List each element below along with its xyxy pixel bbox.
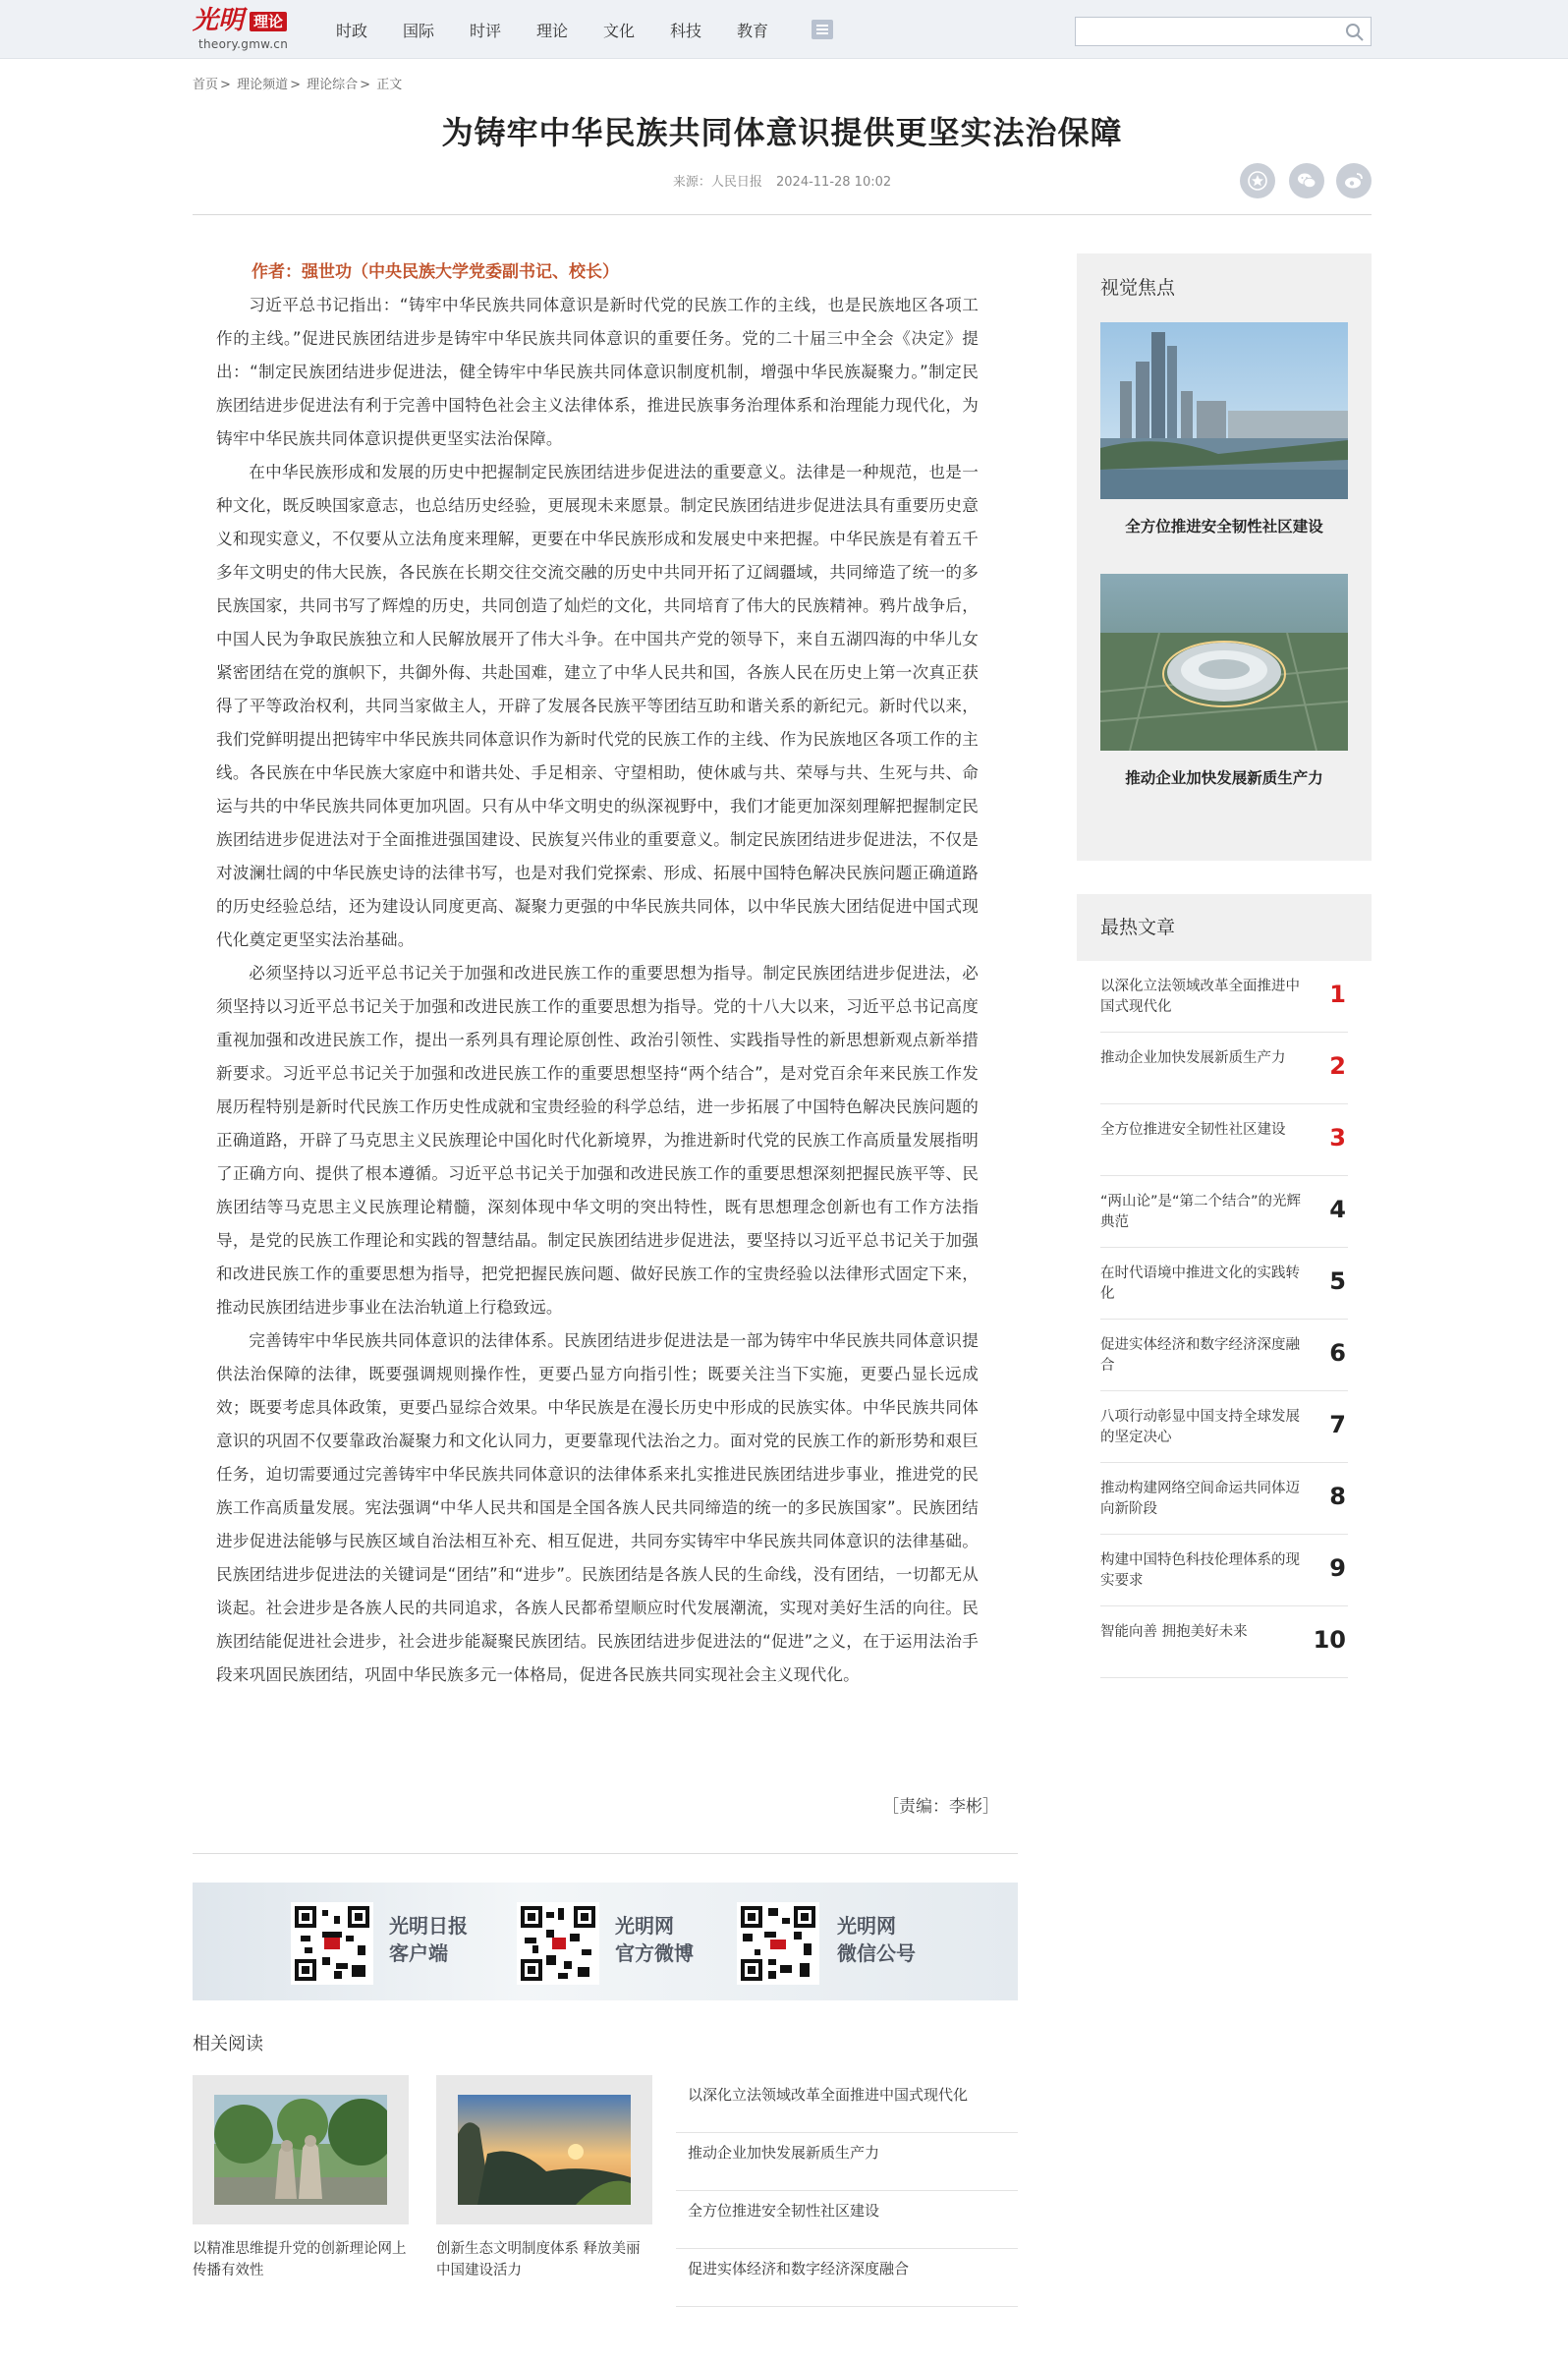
hot-article-title[interactable]: 推动构建网络空间命运共同体迈向新阶段 (1100, 1481, 1300, 1517)
article-paragraph: 在中华民族形成和发展的历史中把握制定民族团结进步促进法的重要意义。法律是一种规范，也是一种文化，既反映国家意志，也总结历史经验，更展现未来愿景。制定民族团结进步促进法具有重要历史意义和现实意义，不仅要从立法角度来理解，更要在中华民族形成和发展史中来把握。中华民族是有着五千多年文明史的伟大民族，各民族在长期交往交流交融的历史中共同开拓了辽阔疆域，共同缔造了统一的多民族国家，共同书写了辉煌的历史，共同创造了灿烂的文化，共同培育了伟大的民族精神。鸦片战争后，中国人民为争取民族独立和人民解放展开了伟大斗争。在中国共产党的领导下，来自五湖四海的中华儿女紧密团结在党的旗帜下，共御外侮、共赴国难，建立了中华人民共和国，各族人民在历史上第一次真正获得了平等政治权利，共同当家做主人，开辟了发展各民族平等团结互助和谐关系的新纪元。新时代以来，我们党鲜明提出把铸牢中华民族共同体意识作为新时代党的民族工作的主线、作为民族地区各项工作的主线。各民族在中华民族大家庭中和谐共处、手足相亲、守望相助，使休戚与共、荣辱与共、生死与共、命运与共的中华民族共同体更加巩固。只有从中华文明史的纵深视野中，我们才能更加深刻理解把握制定民族团结进步促进法对于全面推进强国建设、民族复兴伟业的重要意义。制定民族团结进步促进法，不仅是对波澜壮阔的中华民族史诗的法律书写，也是对我们党探索、形成、拓展中国特色解决民族问题正确道路的历史经验总结，还为建设认同度更高、凝聚力更强的中华民族共同体，以中华民族大团结促进中国式现代化奠定更坚实法治基础。 (216, 463, 979, 949)
qr-label-weibo: 光明网 官方微博 (615, 1914, 694, 1965)
hot-article-item[interactable] (1100, 1535, 1348, 1606)
related-image-frame (436, 2075, 652, 2224)
hot-article-title[interactable]: 以深化立法领域改革全面推进中国式现代化 (1100, 979, 1300, 1015)
focus-item[interactable] (1100, 574, 1348, 802)
related-link[interactable]: 推动企业加快发展新质生产力 (676, 2133, 1018, 2191)
hot-article-item[interactable] (1100, 1248, 1348, 1320)
related-link[interactable]: 促进实体经济和数字经济深度融合 (676, 2249, 1018, 2307)
site-logo[interactable] (193, 6, 291, 51)
qr-code-weibo[interactable] (517, 1902, 599, 1985)
related-link[interactable]: 以深化立法领域改革全面推进中国式现代化 (676, 2075, 1018, 2133)
city-skyline-image[interactable] (1100, 322, 1348, 499)
hot-article-item[interactable] (1100, 1463, 1348, 1535)
qr-code-icon (741, 1906, 815, 1981)
hot-article-rank: 6 (1329, 1339, 1346, 1367)
focus-item[interactable] (1100, 322, 1348, 550)
weibo-icon[interactable] (1336, 163, 1372, 198)
hot-article-rank: 9 (1329, 1554, 1346, 1582)
logo-mark: 光明 (193, 6, 245, 35)
search-icon[interactable] (1345, 23, 1365, 42)
hot-article-rank: 3 (1329, 1124, 1346, 1152)
hot-article-rank: 8 (1329, 1483, 1346, 1510)
hot-article-rank: 5 (1329, 1267, 1346, 1295)
article-paragraph: 完善铸牢中华民族共同体意识的法律体系。民族团结进步促进法是一部为铸牢中华民族共同体意识提供法治保障的法律，既要强调规则操作性，更要凸显方向指引性；既要关注当下实施，更要凸显长远成效；既要考虑具体政策，更要凸显综合效果。中华民族是在漫长历史中形成的民族实体。中华民族共同体意识的巩固不仅要靠政治凝聚力和文化认同力，更要靠现代法治之力。面对党的民族工作的新形势和艰巨任务，迫切需要通过完善铸牢中华民族共同体意识的法律体系来扎实推进民族团结进步事业，推进党的民族工作高质量发展。宪法强调“中华人民共和国是全国各族人民共同缔造的统一的多民族国家”。民族团结进步促进法能够与民族区域自治法相互补充、相互促进，共同夯实铸牢中华民族共同体意识的法律基础。民族团结进步促进法的关键词是“团结”和“进步”。民族团结是各族人民的生命线，没有团结，一切都无从谈起。社会进步是各族人民的共同追求，各族人民都希望顺应时代发展潮流，实现对美好生活的向往。民族团结能促进社会进步，社会进步能凝聚民族团结。民族团结进步促进法的“促进”之义，在于运用法治手段来巩固民族团结，巩固中华民族多元一体格局，促进各民族共同实现社会主义现代化。 (216, 1331, 979, 1684)
statue-park-image[interactable] (214, 2095, 387, 2205)
hot-article-item[interactable] (1100, 1320, 1348, 1391)
hot-article-rank: 1 (1329, 981, 1346, 1008)
hot-article-title[interactable]: 促进实体经济和数字经济深度融合 (1100, 1337, 1300, 1374)
qr-code-icon (521, 1906, 595, 1981)
logo-badge: 理论 (250, 12, 287, 31)
sunset-mountain-image[interactable] (458, 2095, 631, 2205)
breadcrumb-theory-channel[interactable]: 理论频道 (237, 78, 289, 92)
nav-item-commentary[interactable]: 时评 (470, 21, 502, 40)
nav-item-culture[interactable]: 文化 (603, 21, 636, 40)
wechat-icon[interactable] (1289, 163, 1324, 198)
qr-code-icon (295, 1906, 369, 1981)
qr-code-banner (193, 1883, 1018, 2000)
hot-article-item[interactable] (1100, 961, 1348, 1033)
related-links-list (676, 2075, 1018, 2307)
nav-item-politics[interactable]: 时政 (336, 21, 368, 40)
qr-label-app: 光明日报 客户端 (389, 1914, 468, 1965)
breadcrumb-current: 正文 (376, 78, 403, 92)
hot-article-title[interactable]: 智能向善 拥抱美好未来 (1100, 1624, 1248, 1640)
search-input[interactable] (1076, 18, 1331, 45)
hot-article-rank: 7 (1329, 1411, 1346, 1438)
focus-item-caption[interactable]: 全方位推进安全韧性社区建设 (1125, 518, 1323, 535)
stadium-aerial-image[interactable] (1100, 574, 1348, 751)
related-link[interactable]: 全方位推进安全韧性社区建设 (676, 2191, 1018, 2249)
hot-articles-title: 最热文章 (1100, 917, 1176, 938)
qr-code-wechat[interactable] (737, 1902, 819, 1985)
menu-icon[interactable] (812, 20, 833, 39)
hot-article-item[interactable] (1100, 1176, 1348, 1248)
nav-item-international[interactable]: 国际 (403, 21, 435, 40)
article-paragraph: 必须坚持以习近平总书记关于加强和改进民族工作的重要思想为指导。制定民族团结进步促进法，必须坚持以习近平总书记关于加强和改进民族工作的重要思想为指导。党的十八大以来，习近平总书记高度重视加强和改进民族工作，提出一系列具有理论原创性、政治引领性、实践指导性的新思想新观点新举措新要求。习近平总书记关于加强和改进民族工作的重要思想坚持“两个结合”，是对党百余年来民族工作发展历程特别是新时代民族工作历史性成就和宝贵经验的科学总结，进一步拓展了中国特色解决民族问题的正确道路，开辟了马克思主义民族理论中国化时代化新境界，为推进新时代党的民族工作高质量发展指明了正确方向、提供了根本遵循。习近平总书记关于加强和改进民族工作的重要思想深刻把握民族平等、民族团结等马克思主义民族理论精髓，深刻体现中华文明的突出特性，既有思想理念创新也有工作方法指导，是党的民族工作理论和实践的智慧结晶。制定民族团结进步促进法，要坚持以习近平总书记关于加强和改进民族工作的重要思想为指导，把党把握民族问题、做好民族工作的宝贵经验以法律形式固定下来，推动民族团结进步事业在法治轨道上行稳致远。 (216, 964, 979, 1317)
hot-article-rank: 10 (1313, 1626, 1346, 1654)
qr-label-wechat: 光明网 微信公号 (837, 1914, 916, 1965)
nav-item-education[interactable]: 教育 (737, 21, 769, 40)
hot-articles-header (1077, 894, 1372, 961)
related-image-frame (193, 2075, 409, 2224)
hot-article-title[interactable]: 推动企业加快发展新质生产力 (1100, 1050, 1286, 1066)
related-card-caption[interactable]: 以精准思维提升党的创新理论网上传播有效性 (193, 2241, 407, 2278)
nav-item-theory[interactable]: 理论 (536, 21, 569, 40)
top-navigation-bar (0, 0, 1568, 59)
nav-item-technology[interactable]: 科技 (670, 21, 702, 40)
hot-article-title[interactable]: “两山论”是“第二个结合”的光辉典范 (1100, 1194, 1302, 1230)
article-author: 作者：强世功（中央民族大学党委副书记、校长） (252, 262, 619, 282)
breadcrumb-theory-general[interactable]: 理论综合 (307, 78, 359, 92)
related-reading-title: 相关阅读 (193, 2034, 263, 2054)
article-source: 来源：人民日报 (672, 175, 762, 190)
hot-articles-list (1100, 961, 1348, 1678)
qr-code-app[interactable] (291, 1902, 373, 1985)
favorite-icon[interactable] (1240, 163, 1275, 198)
article-body (216, 255, 979, 1692)
article-paragraph: 习近平总书记指出：“铸牢中华民族共同体意识是新时代党的民族工作的主线，也是民族地区各项工作的主线。”促进民族团结进步是铸牢中华民族共同体意识的重要任务。党的二十届三中全会《决定》提出：“制定民族团结进步促进法，健全铸牢中华民族共同体意识制度机制，增强中华民族凝聚力。”制定民族团结进步促进法有利于完善中国特色社会主义法律体系，推进民族事务治理体系和治理能力现代化，为铸牢中华民族共同体意识提供更坚实法治保障。 (216, 296, 979, 448)
hot-article-item[interactable] (1100, 1391, 1348, 1463)
article-title: 为铸牢中华民族共同体意识提供更坚实法治保障 (441, 114, 1123, 151)
logo-url: theory.gmw.cn (198, 37, 289, 51)
search-box (1075, 17, 1372, 46)
hot-article-rank: 2 (1329, 1052, 1346, 1080)
article-datetime: 2024-11-28 10:02 (776, 175, 892, 190)
related-card[interactable] (436, 2075, 652, 2281)
main-nav (336, 0, 833, 59)
breadcrumb-home[interactable]: 首页 (193, 78, 219, 92)
hot-article-item[interactable] (1100, 1104, 1348, 1176)
related-card[interactable] (193, 2075, 409, 2281)
hot-article-title[interactable]: 八项行动彰显中国支持全球发展的坚定决心 (1100, 1409, 1300, 1445)
hot-article-title[interactable]: 在时代语境中推进文化的实践转化 (1100, 1265, 1300, 1302)
hot-article-rank: 4 (1329, 1196, 1346, 1223)
article-meta (193, 171, 1372, 190)
header-divider (193, 214, 1372, 215)
hot-article-title[interactable]: 构建中国特色科技伦理体系的现实要求 (1100, 1552, 1300, 1589)
focus-item-caption[interactable]: 推动企业加快发展新质生产力 (1125, 769, 1323, 787)
hot-article-title[interactable]: 全方位推进安全韧性社区建设 (1100, 1122, 1286, 1138)
hot-article-item[interactable] (1100, 1033, 1348, 1104)
visual-focus-title: 视觉焦点 (1100, 277, 1176, 299)
visual-focus-panel (1077, 253, 1372, 861)
breadcrumb: 首页 > 理论频道 > 理论综合 > 正文 (193, 78, 403, 92)
article-end-divider (193, 1853, 1018, 1854)
hot-article-item[interactable] (1100, 1606, 1348, 1678)
article-editor: ［责编：李彬］ (882, 1797, 999, 1817)
related-card-caption[interactable]: 创新生态文明制度体系 释放美丽中国建设活力 (436, 2241, 641, 2278)
